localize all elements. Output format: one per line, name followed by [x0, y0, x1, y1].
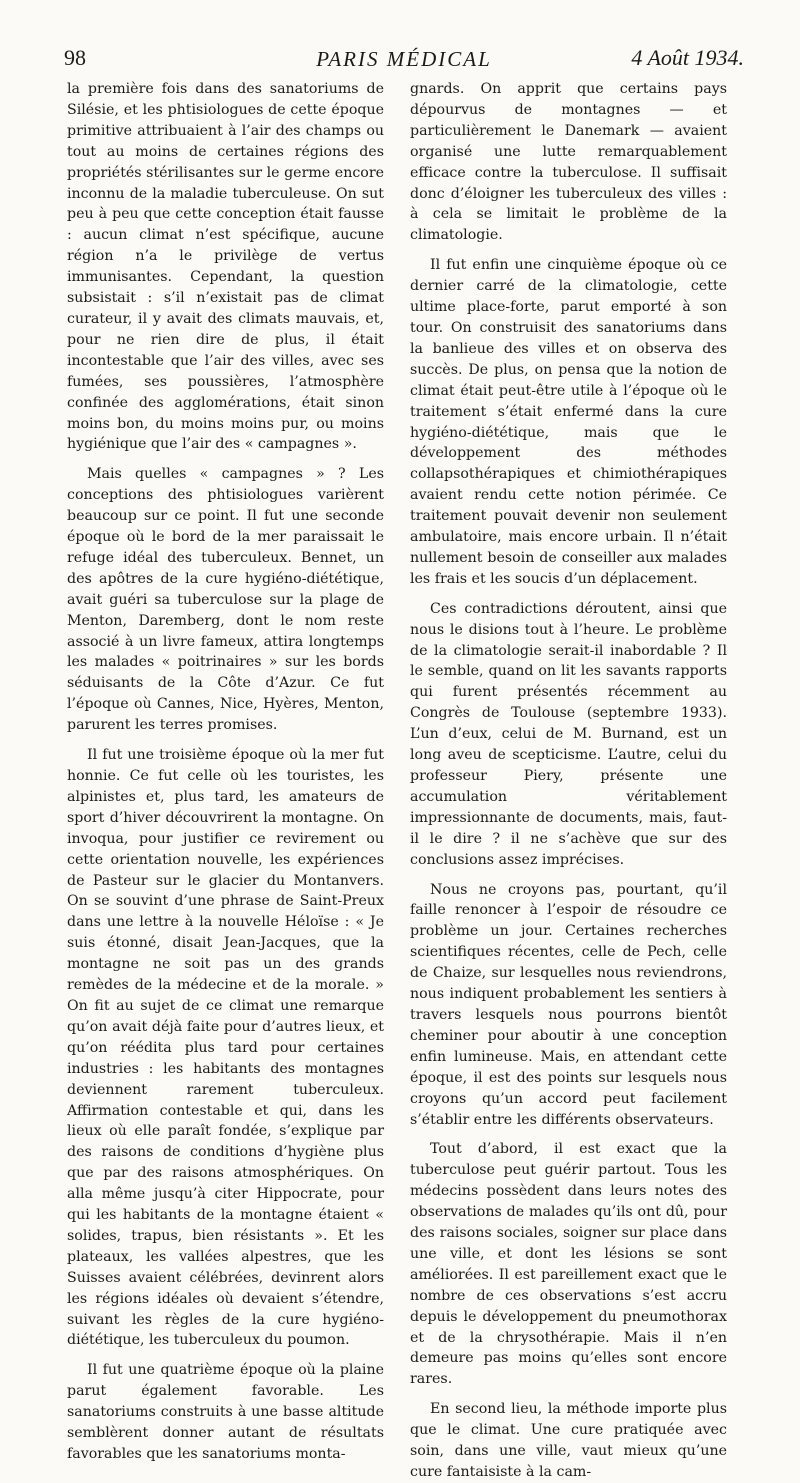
paragraph: Ces contradictions déroutent, ainsi que nous le disions tout à l’heure. Le problème de la climatologie serait-il inabordable ? Il le semble, quand on lit les savants rapports qui furent présentés récemment au Congrès de Toulouse (septembre 1933). L’un d’eux, celui de M. Burnand, est un long aveu de scepticisme. L’autre, celui du professeur Piery, présente une accumulation véritablement impressionnante de documents, mais, faut-il le dire ? il ne s’achève que sur des conclusions assez imprécises.	[410, 600, 727, 868]
paragraph: Mais quelles « campagnes » ? Les conceptions des phtisiologues varièrent beaucoup sur ce point. Il fut une seconde époque où le bord de la mer paraissait le refuge idéal des tuberculeux. Bennet, un des apôtres de la cure hygiéno-diététique, avait guéri sa tuberculose sur la plage de Menton, Daremberg, dont le nom reste associé à un livre fameux, attira longtemps les malades « poitrinaires » sur les bords séduisants de la Côte d’Azur. Ce fut l’époque où Cannes, Nice, Hyères, Menton, parurent les terres promises.	[67, 466, 384, 734]
paragraph: En second lieu, la méthode importe plus que le climat. Une cure pratiquée avec soin, dans une ville, vaut mieux qu’une cure fantaisiste à la cam-	[410, 1401, 727, 1480]
page-number: 98	[64, 45, 86, 70]
paragraph: Il fut enfin une cinquième époque où ce dernier carré de la climatologie, cette ultime place-forte, parut emporté à son tour. On construisit des sanatoriums dans la banlieue des villes et on observa des succès. De plus, on pensa que la notion de climat était peut-être utile à l’époque où le traitement s’était enfermé dans la cure hygiéno-diététique, mais que le développement des méthodes collapsothérapiques et chimiothérapiques avaient rendu cette notion périmée. Ce traitement pouvait devenir non seulement ambulatoire, mais encore urbain. Il n’était nullement besoin de conseiller aux malades les frais et les soucis d’un déplacement.	[410, 257, 727, 587]
right-text-column	[410, 79, 727, 1483]
journal-title: PARIS MÉDICAL	[316, 47, 492, 71]
paragraph: Il fut une troisième époque où la mer fut honnie. Ce fut celle où les touristes, les alpinistes et, plus tard, les amateurs de sport d’hiver découvrirent la montagne. On invoqua, pour justifier ce revirement ou cette orientation nouvelle, les expériences de Pasteur sur le glacier du Montanvers. On se souvint d’une phrase de Saint-Preux dans une lettre à la nouvelle Héloïse : « Je suis étonné, disait Jean-Jacques, que la montagne ne soit pas un des grands remèdes de la médecine et de la morale. » On fit au sujet de ce climat une remarque qu’on avait déjà faite pour d’autres lieux, et qu’on réédita plus tard pour certaines industries : les habitants des montagnes deviennent rarement tuberculeux. Affirmation contestable et qui, dans les lieux où elle paraît fondée, s’explique par des raisons de conditions d’hygiène plus que par des raisons atmosphériques. On alla même jusqu’à citer Hippocrate, pour qui les habitants de la montagne étaient « solides, trapus, bien résistants ». Et les plateaux, les vallées alpestres, que les Suisses avaient célébrées, devinrent alors les régions idéales où devaient s’étendre, suivant les règles de la cure hygiéno-diététique, les tuberculeux du poumon.	[67, 747, 384, 1349]
left-text-column	[67, 79, 384, 1465]
paragraph: gnards. On apprit que certains pays dépourvus de montagnes — et particulièrement le Danemark — avaient organisé une lutte remarquablement efficace contre la tuberculose. Il suffisait donc d’éloigner les tuberculeux des villes : à cela se limitait le problème de la climatologie.	[410, 81, 727, 244]
paragraph: Tout d’abord, il est exact que la tuberculose peut guérir partout. Tous les médecins possèdent dans leurs notes des observations de malades qu’ils ont dû, pour des raisons sociales, soigner sur place dans une ville, et dont les lésions se sont améliorées. Il est pareillement exact que le nombre de ces observations s’est accru depuis le développement du pneumothorax et de la chrysothérapie. Mais il n’en demeure pas moins qu’elles sont encore rares.	[410, 1141, 727, 1388]
issue-date: 4 Août 1934.	[631, 45, 744, 70]
paragraph: Nous ne croyons pas, pourtant, qu’il faille renoncer à l’espoir de résoudre ce problème un jour. Certaines recherches scientifiques récentes, celle de Pech, celle de Chaize, sur lesquelles nous reviendrons, nous indiquent probablement les sentiers à travers lesquels nous pourrons bientôt cheminer pour aboutir à une conception enfin lumineuse. Mais, en attendant cette époque, il est des points sur lesquels nous croyons qu’un accord peut facilement s’établir entre les différents observateurs.	[410, 881, 727, 1128]
page-header	[64, 44, 744, 76]
paragraph: la première fois dans des sanatoriums de Silésie, et les phtisiologues de cette époque primitive attribuaient à l’air des champs ou tout au moins de certaines régions des propriétés stérilisantes sur le germe encore inconnu de la maladie tuberculeuse. On sut peu à peu que cette conception était fausse : aucun climat n’est spécifique, aucune région n’a le privilège de vertus immunisantes. Cependant, la question subsistait : s’il n’existait pas de climat curateur, il y avait des climats mauvais, et, pour ne rien dire de plus, il était incontestable que l’air des villes, avec ses fumées, ses poussières, l’atmosphère confinée des agglomérations, était sinon moins bon, du moins moins pur, ou moins hygiénique que l’air des « campagnes ».	[67, 81, 384, 453]
paragraph: Il fut une quatrième époque où la plaine parut également favorable. Les sanatoriums construits à une basse altitude semblèrent donner autant de résultats favorables que les sanatoriums monta-	[67, 1362, 384, 1462]
